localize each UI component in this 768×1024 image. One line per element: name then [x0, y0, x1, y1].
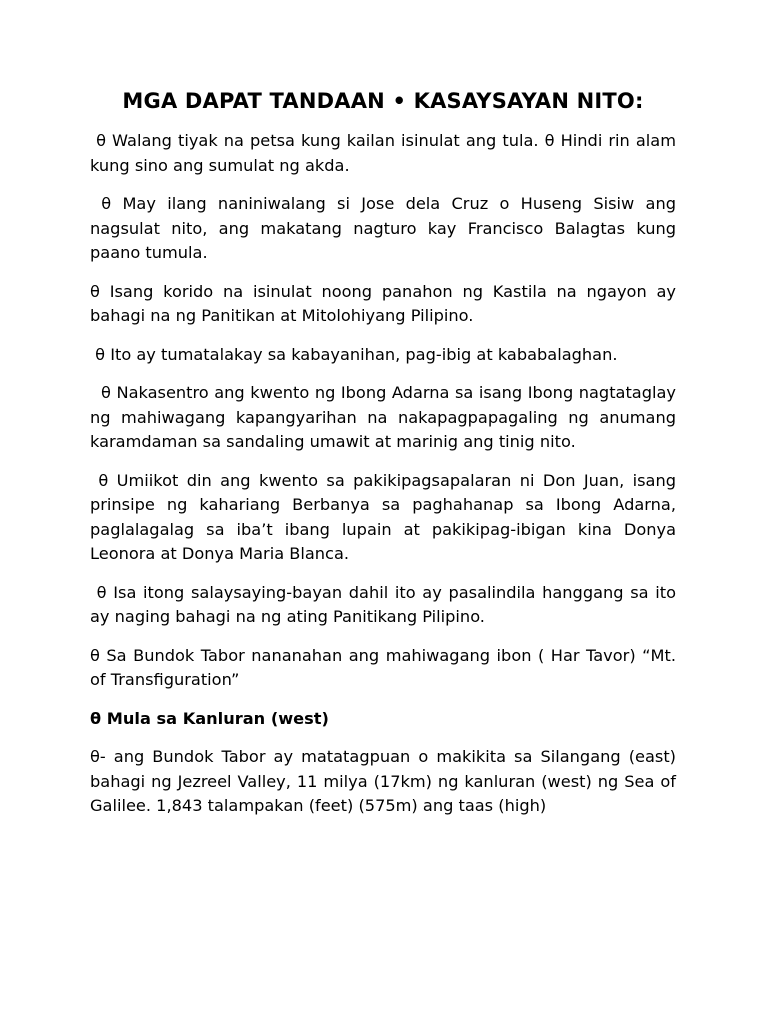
paragraph-10: θ- ang Bundok Tabor ay matatagpuan o makikita sa Silangang (east) bahagi ng Jezreel Valley, 11 milya (17km) ng kanluran (west) ng Sea of Galilee. 1,843 talampakan (feet) (575m) ang taas (high): [90, 747, 676, 816]
paragraph-1: θ Walang tiyak na petsa kung kailan isinulat ang tula. θ Hindi rin alam kung sino ang sumulat ng akda.: [90, 131, 676, 175]
paragraph-5: θ Nakasentro ang kwento ng Ibong Adarna sa isang Ibong nagtataglay ng mahiwagang kapangyarihan na nakapagpapagaling ng anumang karamdaman sa sandaling umawit at marinig ang tinig nito.: [90, 383, 676, 452]
paragraph-4: θ Ito ay tumatalakay sa kabayanihan, pag-ibig at kababalaghan.: [90, 344, 618, 364]
page-title: MGA DAPAT TANDAAN • KASAYSAYAN NITO:: [122, 89, 644, 113]
paragraph-3: θ Isang korido na isinulat noong panahon ng Kastila na ngayon ay bahagi na ng Panitikan at Mitolohiyang Pilipino.: [90, 281, 676, 326]
paragraph-7: θ Isa itong salaysaying-bayan dahil ito ay pasalindila hanggang sa ito ay naging bahagi na ng ating Panitikang Pilipino.: [90, 582, 676, 627]
paragraph-6: θ Umiikot din ang kwento sa pakikipagsapalaran ni Don Juan, isang prinsipe ng kahariang Berbanya sa paghahanap sa Ibong Adarna, paglalagalag sa iba’t ibang lupain at pakikipag-ibigan kina Donya Leonora at Donya Maria Blanca.: [90, 470, 676, 564]
paragraph-2: θ May ilang naniniwalang si Jose dela Cruz o Huseng Sisiw ang nagsulat nito, ang makatang nagturo kay Francisco Balagtas kung paano tumula.: [90, 194, 676, 263]
paragraph-9-heading: θ Mula sa Kanluran (west): [90, 708, 329, 728]
paragraph-8: θ Sa Bundok Tabor nananahan ang mahiwagang ibon ( Har Tavor) “Mt. of Transfiguration”: [90, 645, 676, 690]
